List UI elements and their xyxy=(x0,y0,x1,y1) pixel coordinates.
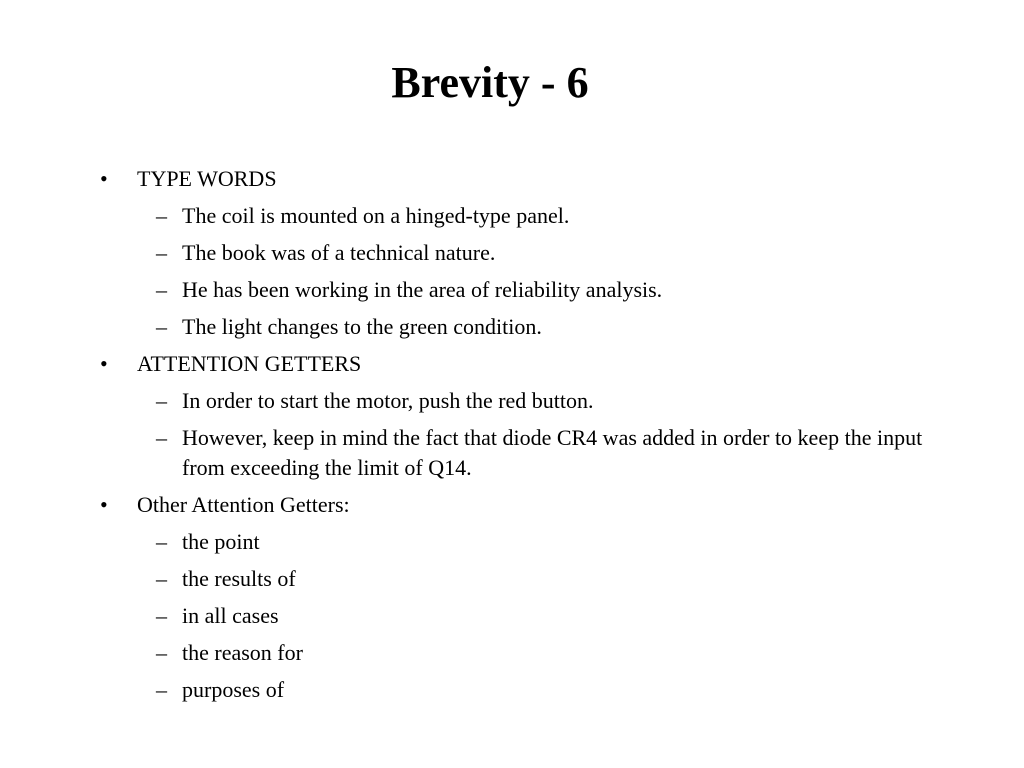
dash-marker: – xyxy=(156,677,167,702)
dash-marker: – xyxy=(156,529,167,554)
dash-marker: – xyxy=(156,640,167,665)
list-item-text: The coil is mounted on a hinged-type panel. xyxy=(182,203,570,228)
dash-marker: – xyxy=(156,425,167,450)
list-item xyxy=(137,312,970,342)
bullet-marker: • xyxy=(100,166,108,191)
dash-marker: – xyxy=(156,240,167,265)
list-item-text: purposes of xyxy=(182,677,285,702)
list-item-text: the results of xyxy=(182,566,296,591)
bullet-marker: • xyxy=(100,492,108,517)
list-item xyxy=(137,638,970,668)
list-item xyxy=(137,275,970,305)
dash-marker: – xyxy=(156,277,167,302)
list-item-text: the point xyxy=(182,529,260,554)
dash-marker: – xyxy=(156,603,167,628)
list-item-text: the reason for xyxy=(182,640,303,665)
list-item xyxy=(137,201,970,231)
section-type-words xyxy=(100,164,970,342)
list-item-text: The light changes to the green condition. xyxy=(182,314,542,339)
list-item xyxy=(137,527,970,557)
section-heading: Other Attention Getters: xyxy=(137,492,350,517)
list-item xyxy=(137,423,970,483)
sub-list xyxy=(137,386,970,483)
section-heading: TYPE WORDS xyxy=(137,166,277,191)
section-heading: ATTENTION GETTERS xyxy=(137,351,362,376)
bullet-list xyxy=(100,164,970,712)
section-other-attention-getters xyxy=(100,490,970,705)
section-attention-getters xyxy=(100,349,970,483)
list-item xyxy=(137,238,970,268)
slide-title: Brevity - 6 xyxy=(391,58,589,107)
list-item-text: However, keep in mind the fact that diode CR4 was added in order to keep the input from exceeding the limit of Q14. xyxy=(182,425,923,480)
sub-list xyxy=(137,201,970,342)
list-item xyxy=(137,564,970,594)
sub-list xyxy=(137,527,970,705)
bullet-marker: • xyxy=(100,351,108,376)
dash-marker: – xyxy=(156,566,167,591)
dash-marker: – xyxy=(156,314,167,339)
list-item xyxy=(137,675,970,705)
dash-marker: – xyxy=(156,203,167,228)
list-item-text: The book was of a technical nature. xyxy=(182,240,496,265)
list-item-text: He has been working in the area of reliability analysis. xyxy=(182,277,663,302)
list-item-text: In order to start the motor, push the red button. xyxy=(182,388,594,413)
list-item xyxy=(137,601,970,631)
list-item xyxy=(137,386,970,416)
dash-marker: – xyxy=(156,388,167,413)
list-item-text: in all cases xyxy=(182,603,279,628)
